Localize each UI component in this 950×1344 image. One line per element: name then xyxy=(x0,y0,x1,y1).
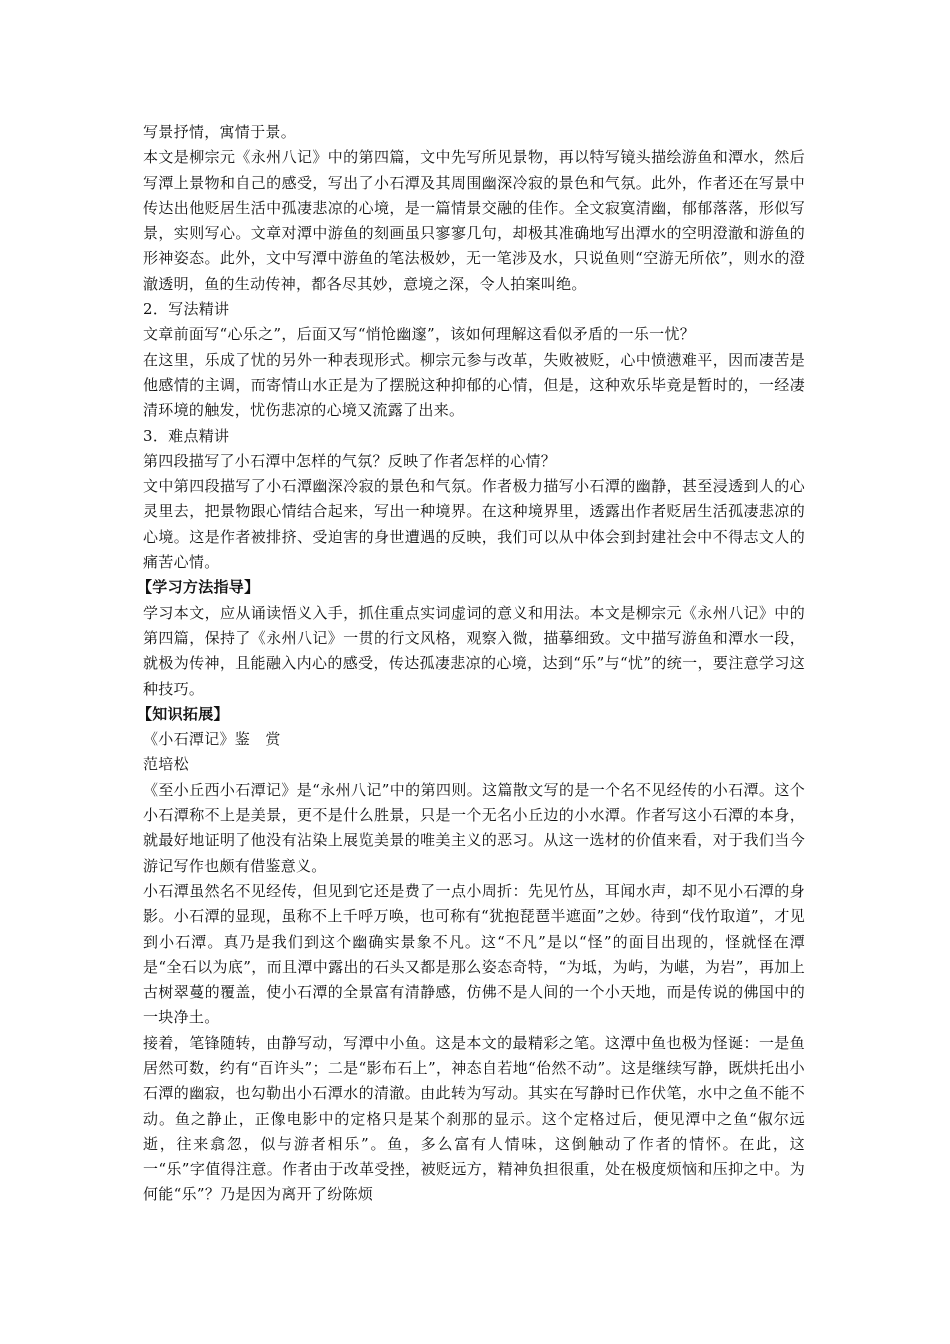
paragraph-article-2: 小石潭虽然名不见经传，但见到它还是费了一点小周折：先见竹丛，耳闻水声，却不见小石潭的身影。小石潭的显现，虽称不上千呼万唤，也可称有“犹抱琵琶半遮面”之妙。待到“伐竹取道”，才见到小石潭。真乃是我们到这个幽确实景象不凡。这“不凡”是以“怪”的面目出现的，怪就怪在潭是“全石以为底”，而且潭中露出的石头又都是那么姿态奇特，“为坻，为屿，为嵁，为岩”，再加上古树翠蔓的覆盖，使小石潭的全景富有清静感，仿佛不是人间的一个小天地，而是传说的佛国中的一块净土。 xyxy=(143,881,805,1027)
paragraph-study-method: 学习本文，应从诵读悟义入手，抓住重点实词虚词的意义和用法。本文是柳宗元《永州八记》中的第四篇，保持了《永州八记》一贯的行文风格，观察入微，描摹细致。文中描写游鱼和潭水一段，就极为传神，且能融入内心的感受，传达孤凄悲凉的心境，达到“乐”与“忧”的统一，要注意学习这种技巧。 xyxy=(143,603,805,698)
section-title-writing-method: 2．写法精讲 xyxy=(143,300,230,319)
section-title-difficulty: 3．难点精讲 xyxy=(143,426,230,445)
paragraph-theme-summary: 本文是柳宗元《永州八记》中的第四篇，文中先写所见景物，再以特写镜头描绘游鱼和潭水，然后写潭上景物和自己的感受，写出了小石潭及其周围幽深冷寂的景色和气氛。此外，作者还在写景中传达出他贬居生活中孤凄悲凉的心境，是一篇情景交融的佳作。全文寂寞清幽，郁郁落落，形似写景，实则写心。文章对潭中游鱼的刻画虽只寥寥几句，却极其准确地写出潭水的空明澄澈和游鱼的形神姿态。此外，文中写潭中游鱼的笔法极妙，无一笔涉及水，只说鱼则“空游无所依”，则水的澄澈透明，鱼的生动传神，都各尽其妙，意境之深，令人拍案叫绝。 xyxy=(143,148,805,293)
paragraph-question-atmosphere: 第四段描写了小石潭中怎样的气氛？反映了作者怎样的心情？ xyxy=(143,451,557,470)
document-page xyxy=(137,120,805,1208)
paragraph-question-joy-sorrow: 文章前面写“心乐之”，后面又写“悄怆幽邃”，该如何理解这看似矛盾的一乐一忧？ xyxy=(143,325,696,344)
article-author: 范培松 xyxy=(143,755,189,774)
article-title: 《小石潭记》鉴 赏 xyxy=(143,730,281,749)
paragraph-answer-joy-sorrow: 在这里，乐成了忧的另外一种表现形式。柳宗元参与改革，失败被贬，心中愤懑难平，因而凄苦是他感情的主调，而寄情山水正是为了摆脱这种抑郁的心情，但是，这种欢乐毕竟是暂时的，一经凄清环境的触发，忧伤悲凉的心境又流露了出来。 xyxy=(143,350,805,420)
paragraph-intro-line: 写景抒情，寓情于景。 xyxy=(143,123,297,141)
paragraph-article-3: 接着，笔锋随转，由静写动，写潭中小鱼。这是本文的最精彩之笔。这潭中鱼也极为怪诞：一是鱼居然可数，约有“百许头”；二是“影布石上”，神态自若地“佁然不动”。这是继续写静，既烘托出小石潭的幽寂，也勾勒出小石潭水的清澈。由此转为写动。其实在写静时已作伏笔，水中之鱼不能不动。鱼之静止，正像电影中的定格只是某个刹那的显示。这个定格过后，便见潭中之鱼“俶尔远逝，往来翕忽，似与游者相乐”。鱼，多么富有人情味，这倒触动了作者的情怀。在此，这一“乐”字值得注意。作者由于改革受挫，被贬远方，精神负担很重，处在极度烦恼和压抑之中。为何能“乐”？乃是因为离开了纷陈烦 xyxy=(143,1033,805,1204)
paragraph-answer-atmosphere: 文中第四段描写了小石潭幽深冷寂的景色和气氛。作者极力描写小石潭的幽静，甚至浸透到人的心灵里去，把景物跟心情结合起来，写出一种境界。在这种境界里，透露出作者贬居生活孤凄悲凉的心境。这是作者被排挤、受迫害的身世遭遇的反映，我们可以从中体会到封建社会中不得志文人的痛苦心情。 xyxy=(143,477,805,572)
heading-study-method: 【学习方法指导】 xyxy=(137,578,260,597)
paragraph-article-1: 《至小丘西小石潭记》是“永州八记”中的第四则。这篇散文写的是一个名不见经传的小石潭。这个小石潭称不上是美景，更不是什么胜景，只是一个无名小丘边的小水潭。作者写这小石潭的本身，就最好地证明了他没有沾染上展览美景的唯美主义的恶习。从这一选材的价值来看，对于我们当今游记写作也颇有借鉴意义。 xyxy=(143,780,805,875)
heading-knowledge-extension: 【知识拓展】 xyxy=(137,704,229,723)
